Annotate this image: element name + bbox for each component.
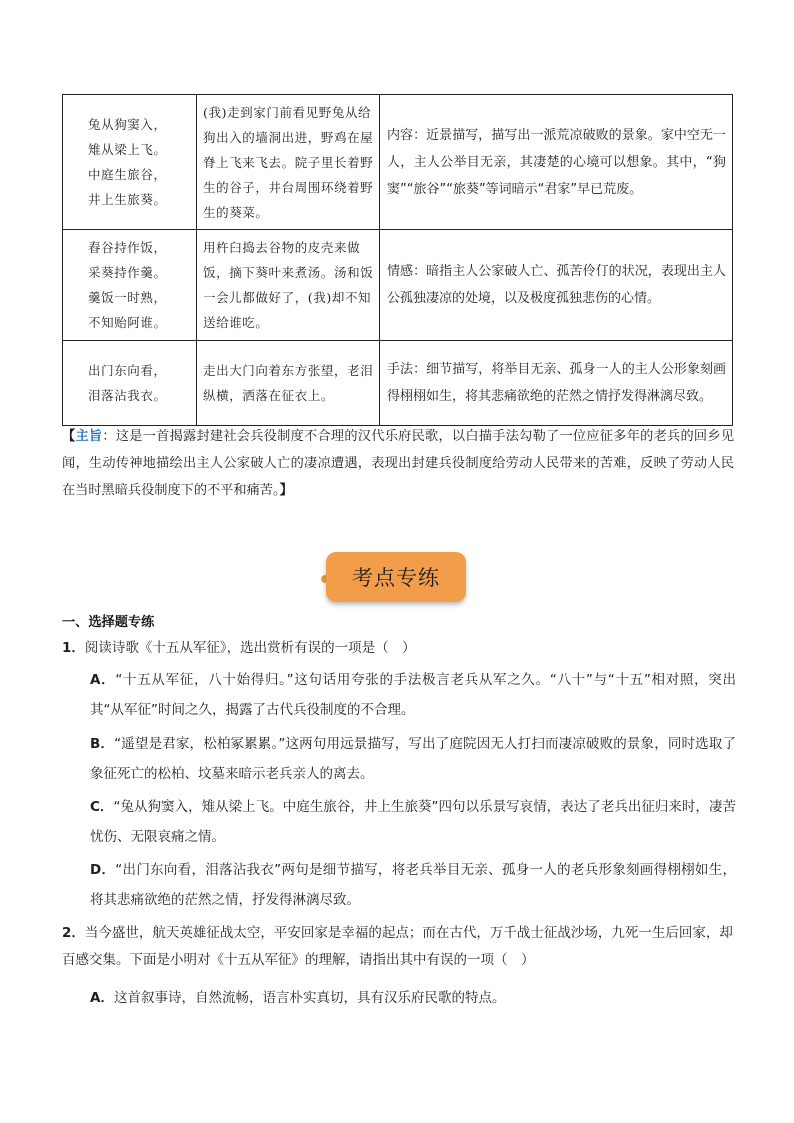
badge-label: 考点专练 [326,552,466,602]
note-label: 情感： [387,264,427,279]
table-row [63,341,733,426]
section-badge [318,552,470,606]
option-label: A． [90,990,114,1006]
poem-analysis-table [62,94,733,426]
section-title: 一、选择题专练 [62,615,155,630]
option-label: C． [90,799,114,815]
option-1d [90,855,736,915]
theme-lead: 主旨 [75,429,103,444]
translation-text: 用杵臼捣去谷物的皮壳来做饭，摘下葵叶来煮汤。汤和饭一会儿都做好了，(我)却不知送给谁吃。 [203,240,374,330]
note-label: 手法： [387,362,427,377]
option-label: D． [90,862,116,878]
option-1a [90,665,736,725]
option-1c [90,792,736,852]
option-text: “十五从军征，八十始得归。”这句话用夸张的手法极言老兵从军之久。“八十”与“十五”相对照，突出其“从军征”时间之久，揭露了古代兵役制度的不合理。 [90,672,736,718]
table-row [63,95,733,230]
question-number: 2． [62,925,85,941]
note-text: 细节描写，将举目无亲、孤身一人的主人公形象刻画得栩栩如生，将其悲痛欲绝的茫然之情抒发得淋漓尽致。 [387,362,726,404]
question-stem: 当今盛世，航天英雄征战太空，平安回家是幸福的起点；而在古代，万千战士征战沙场，九死一生后回家，却百感交集。下面是小明对《十五从军征》的理解，请指出其中有误的一项（ ） [62,925,733,968]
theme-close-bracket: 】 [279,483,293,498]
question-1 [62,635,734,662]
option-text: “遥望是君家，松柏冢累累。”这两句用远景描写，写出了庭院因无人打扫而凄凉破败的景象，同时选取了象征死亡的松柏、坟墓来暗示老兵亲人的离去。 [90,736,736,782]
poem-lines: 出门东向看， 泪落沾我衣。 [88,363,167,403]
option-text: “兔从狗窦入，雉从梁上飞。中庭生旅谷，井上生旅葵”四句以乐景写哀情，表达了老兵出征归来时，凄苦忧伤、无限哀痛之情。 [90,799,736,845]
analysis-note [380,122,732,203]
table-row [63,230,733,341]
option-text: 这首叙事诗，自然流畅，语言朴实真切，具有汉乐府民歌的特点。 [113,990,506,1006]
question-number: 1． [62,640,85,656]
option-label: B． [90,736,115,752]
note-text: 近景描写，描写出一派荒凉破败的景象。家中空无一人，主人公举目无亲，其凄楚的心境可以想象。其中，“狗窦”“旅谷”“旅葵”等词暗示“君家”早已荒废。 [387,127,726,197]
option-1b [90,729,736,789]
poem-lines: 舂谷持作饭， 采葵持作羹。 羹饭一时熟， 不知贻阿谁。 [88,240,167,330]
translation-text: 走出大门向着东方张望，老泪纵横，洒落在征衣上。 [203,363,374,403]
option-label: A． [90,672,116,688]
option-text: “出门东向看，泪落沾我衣”两句是细节描写，将老兵举目无亲、孤身一人的老兵形象刻画得栩栩如生，将其悲痛欲绝的茫然之情，抒发得淋漓尽致。 [90,862,736,908]
question-stem: 阅读诗歌《十五从军征》，选出赏析有误的一项是（ ） [84,640,416,656]
note-label: 内容： [387,127,427,143]
poem-lines: 兔从狗窦入， 雉从梁上飞。 中庭生旅谷， 井上生旅葵。 [88,117,167,207]
theme-body: ：这是一首揭露封建社会兵役制度不合理的汉代乐府民歌，以白描手法勾勒了一位应征多年的老兵的回乡见闻，生动传神地描绘出主人公家破人亡的凄凉遭遇，表现出封建兵役制度给劳动人民带来的苦难，反映了劳动人民在当时黑暗兵役制度下的不平和痛苦。 [62,429,735,498]
theme-summary [62,423,734,504]
note-text: 暗指主人公家破人亡、孤苦伶仃的状况，表现出主人公孤独凄凉的处境，以及极度孤独悲伤的心情。 [387,264,726,306]
analysis-note [380,258,732,312]
theme-open-bracket: 【 [62,429,76,444]
translation-text: (我)走到家门前看见野兔从给狗出入的墙洞出进，野鸡在屋脊上飞来飞去。院子里长着野生的谷子，井台周围环绕着野生的葵菜。 [203,104,374,220]
question-2 [62,920,734,974]
option-2a [90,983,736,1013]
analysis-note [380,356,732,410]
